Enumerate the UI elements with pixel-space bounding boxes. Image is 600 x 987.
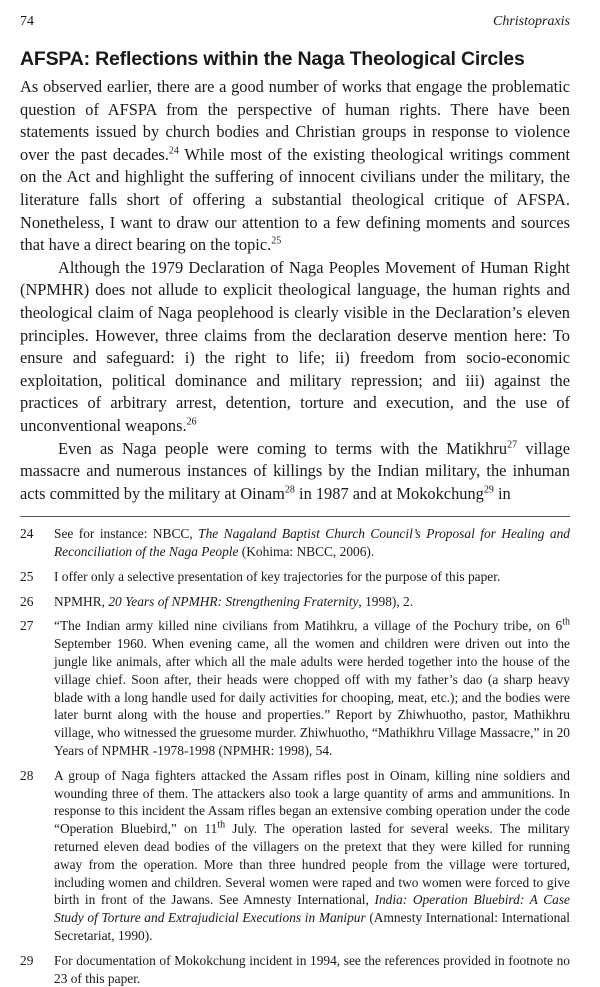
footnote-ref: 28 [284, 484, 295, 496]
footnote-text-segment: , 1998), 2. [358, 593, 414, 609]
footnote-text-segment: July. The operation lasted for several weeks. The military returned eleven dead bodies of the villagers on the pretext that they were killed for running away from the operation. More than three hundred people from the village were tortured, including women and children. Several women were raped and two women were forced to give birth in front of the Jawans. See Amnesty International, [54, 821, 570, 908]
footnote-text-segment: A group of Naga fighters attacked the Assam rifles post in Oinam, killing nine soldiers and wounding three of them. The attackers also took a large quantity of arms and ammunitions. In response to this incident the Assam rifles began an extensive combing operation under the code “Operation Bluebird,” on 11 [54, 767, 570, 837]
footnote [20, 568, 570, 586]
paragraph-text: in 1987 and at Mokokchung [294, 483, 484, 503]
footnote-ref: 24 [168, 145, 179, 157]
paragraph-text: While most of the existing theological writings comment on the Act and highlight the suffering of innocent civilians under the military, the literature falls short of offering a substantial theological critique of AFSPA. Nonetheless, I want to draw our attention to a few defining moments and sources that have a direct bearing on the topic. [20, 144, 571, 255]
footnote-number: 25 [20, 568, 34, 584]
section-heading: AFSPA: Reflections within the Naga Theological Circles [20, 48, 525, 70]
ordinal-suffix: th [562, 617, 570, 628]
footnote-number: 28 [20, 767, 34, 783]
footnote-text [54, 525, 570, 561]
footnote-ref: 29 [483, 484, 494, 496]
paragraph-text: As observed earlier, there are a good number of works that engage the problematic question of AFSPA from the perspective of human rights. There have been statements issued by church bodies and Christian groups in response to violence over the past decades. [20, 77, 570, 164]
footnote-text-segment: See for instance: NBCC, [54, 526, 199, 542]
body-text [20, 76, 570, 505]
footnote-title-italic: The Nagaland Baptist Church Council’s Proposal for Healing and Reconciliation of the Naga People [54, 526, 570, 560]
footnote-text [54, 617, 570, 759]
footnote-title-italic: 20 Years of NPMHR: Strengthening Fraternity [108, 593, 359, 609]
footnote-ref: 26 [186, 416, 197, 428]
paragraph [20, 257, 570, 438]
footnote-text [54, 767, 570, 945]
footnote-text-segment: (Kohima: NBCC, 2006). [238, 544, 375, 560]
footnote-text-segment: September 1960. When evening came, all the women and children were driven out into the jungle like animals, after which all the male adults were herded together into the house of the village chief. Soon after, their heads were chopped off with my father’s dao (a sharp heavy blade with a long handle used for daily activities for chooping, meat, etc.); and the bodies were later burnt along with the house and properties.” Report by Zhiwhuotho, pastor, Mathikhru village, who witnessed the gruesome murder. Zhiwhuotho, “Mathikhru Village Massacre,” in 20 Years of NPMHR -1978-1998 (NPMHR: 1998), 54. [54, 636, 570, 759]
ordinal-suffix: th [217, 819, 226, 831]
footnote-number: 27 [20, 618, 34, 634]
footnote-divider [20, 516, 570, 517]
footnote-text-segment: (Amnesty International: International Secretariat, 1990). [54, 910, 570, 944]
paragraph-text: village massacre and numerous instances of killings by the Indian military, the inhuman acts committed by the military at Oinam [20, 438, 570, 503]
footnote-title-italic: India: Operation Bluebird: A Case Study of Torture and Extrajudicial Executions in Manipur [54, 892, 570, 926]
footnote-ref: 25 [271, 235, 282, 247]
footnote-number: 29 [20, 952, 34, 968]
footnote-number: 24 [20, 526, 34, 542]
footnote [20, 525, 570, 561]
footnote-number: 26 [20, 593, 34, 609]
paragraph-text: Although the 1979 Declaration of Naga Peoples Movement of Human Right (NPMHR) does not allude to explicit theological language, the human rights and theological claim of Naga peoplehood is clearly visible in the Declaration’s eleven principles. However, three claims from the declaration deserve mention here: To ensure and safeguard: i) the right to life; ii) freedom from socio-economic exploitation, political dominance and military repression; and iii) against the practices of arbitrary arrest, detention, torture and execution, and the use of unconventional weapons. [20, 257, 570, 435]
footnote-ref: 27 [507, 439, 518, 451]
footnote [20, 767, 570, 945]
footnote-text-segment: NPMHR, [54, 593, 109, 609]
footnote-text-segment: “The Indian army killed nine civilians from Matihkru, a village of the Pochury tribe, on 6 [54, 618, 563, 634]
footnote [20, 617, 570, 759]
running-head [20, 14, 570, 30]
page-number: 74 [20, 14, 34, 29]
paragraph-text: in [493, 483, 511, 503]
footnote [20, 952, 570, 987]
footnote [20, 593, 570, 611]
paragraph [20, 76, 570, 257]
paragraph-text: Even as Naga people were coming to terms with the Matikhru [58, 438, 508, 458]
footnote-text: For documentation of Mokokchung incident in 1994, see the references provided in footnote no 23 of this paper. [54, 952, 570, 986]
footnotes [20, 525, 570, 987]
footnote-text [54, 593, 570, 611]
running-title: Christopraxis [492, 14, 570, 29]
paragraph [20, 438, 570, 506]
footnote-text: I offer only a selective presentation of key trajectories for the purpose of this paper. [54, 568, 501, 584]
